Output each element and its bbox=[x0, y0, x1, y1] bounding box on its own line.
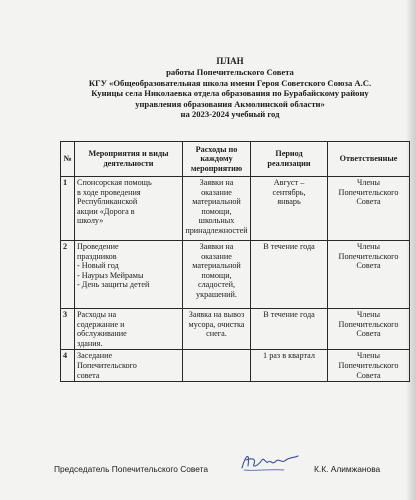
header-responsible: Ответственные bbox=[328, 142, 410, 177]
responsible-cell-line: Члены bbox=[357, 242, 380, 251]
activity-cell bbox=[75, 309, 183, 350]
cost-cell-line: Заявки на bbox=[199, 178, 234, 187]
header-num: № bbox=[61, 142, 75, 177]
responsible-cell bbox=[328, 309, 410, 350]
responsible-cell bbox=[328, 350, 410, 382]
period-cell-line: В течение года bbox=[263, 310, 315, 319]
cost-cell-line: мусора, очистка bbox=[188, 319, 245, 329]
row-number: 4 bbox=[61, 350, 75, 382]
plan-title: ПЛАН bbox=[216, 56, 244, 66]
activity-cell-line: Проведение bbox=[77, 242, 119, 251]
cost-cell bbox=[183, 350, 251, 382]
table-row bbox=[61, 309, 410, 350]
responsible-cell-line: Попечительского bbox=[338, 319, 399, 329]
responsible-cell-line: Попечительского bbox=[338, 251, 399, 261]
cost-cell-line: оказание bbox=[201, 187, 232, 197]
chairman-name: К.К. Алимжанова bbox=[314, 464, 381, 474]
table-header-row bbox=[61, 142, 410, 177]
header-period: Период реализации bbox=[251, 142, 328, 177]
header-activity: Мероприятия и виды деятельности bbox=[75, 142, 183, 177]
header-line-1: работы Попечительского Совета bbox=[166, 67, 294, 78]
responsible-cell-line: Совета bbox=[356, 197, 381, 207]
activity-cell-line: Спонсорская помощь bbox=[77, 178, 152, 187]
responsible-cell bbox=[328, 177, 410, 241]
header-cost: Расходы по каждому мероприятию bbox=[183, 142, 251, 177]
cost-cell-line: сладостей, bbox=[197, 280, 236, 290]
activity-cell-line: акции «Дорога в bbox=[77, 206, 135, 216]
header-line-4: управления образования Акмолинской области» bbox=[135, 98, 325, 109]
cost-cell-line: материальной bbox=[192, 197, 241, 207]
responsible-cell-line: Члены bbox=[357, 351, 380, 361]
period-cell-line: сентябрь, bbox=[272, 187, 306, 197]
responsible-cell-line: Члены bbox=[357, 178, 380, 187]
activity-cell bbox=[75, 177, 183, 241]
responsible-cell-line: Попечительского bbox=[338, 187, 399, 197]
activity-cell-line: содержание и bbox=[77, 319, 125, 329]
responsible-cell-line: Совета bbox=[356, 370, 381, 380]
responsible-cell-line: Совета bbox=[356, 329, 381, 339]
activity-cell-line: Республиканской bbox=[77, 197, 138, 207]
activity-cell bbox=[75, 241, 183, 309]
activity-cell-line: праздников bbox=[77, 251, 117, 261]
document-header bbox=[60, 56, 400, 119]
period-cell-line: Август – bbox=[273, 178, 305, 187]
activity-cell bbox=[75, 350, 183, 382]
cost-cell-line: оказание bbox=[201, 251, 232, 261]
period-cell bbox=[251, 177, 328, 241]
row-number: 3 bbox=[61, 309, 75, 350]
activity-cell-line: - Наурыз Мейрамы bbox=[77, 270, 144, 280]
cost-cell-line: материальной bbox=[192, 261, 241, 271]
activity-cell-line: Расходы на bbox=[77, 310, 117, 319]
responsible-cell-line: Совета bbox=[356, 261, 381, 271]
plan-table bbox=[60, 141, 410, 382]
table-row bbox=[61, 350, 410, 382]
period-cell bbox=[251, 350, 328, 382]
signature-icon bbox=[236, 448, 302, 476]
activity-cell-line: - День защиты детей bbox=[77, 280, 150, 290]
chairman-title: Председатель Попечительского Совета bbox=[54, 464, 209, 474]
cost-cell-line: снега. bbox=[206, 329, 227, 339]
responsible-cell-line: Члены bbox=[357, 310, 380, 319]
cost-cell-line: принадлежностей bbox=[185, 225, 248, 235]
header-line-3: Куницы села Николаевка отдела образования по Бурабайскому району bbox=[91, 88, 369, 99]
activity-cell-line: школу» bbox=[77, 216, 104, 226]
header-line-5: на 2023-2024 учебный год bbox=[180, 109, 280, 120]
activity-cell-line: обслуживание bbox=[77, 329, 127, 339]
period-cell-line: 1 раз в квартал bbox=[263, 351, 315, 361]
cost-cell-line: школьных bbox=[198, 216, 235, 226]
activity-cell-line: совета bbox=[77, 370, 100, 380]
responsible-cell bbox=[328, 241, 410, 309]
header-line-2: КГУ «Общеобразовательная школа имени Героя Советского Союза А.С. bbox=[88, 77, 372, 88]
cost-cell bbox=[183, 177, 251, 241]
period-cell-line: В течение года bbox=[263, 242, 315, 251]
period-cell bbox=[251, 241, 328, 309]
cost-cell-line: Заявка на вывоз bbox=[188, 310, 245, 319]
cost-cell-line: украшений. bbox=[196, 289, 237, 299]
responsible-cell-line: Попечительского bbox=[338, 360, 399, 370]
table-row bbox=[61, 241, 410, 309]
table-row bbox=[61, 177, 410, 241]
activity-cell-line: здания. bbox=[77, 338, 103, 348]
cost-cell bbox=[183, 309, 251, 350]
row-number: 2 bbox=[61, 241, 75, 309]
activity-cell-line: Заседание bbox=[77, 351, 113, 361]
cost-cell-line: помощи, bbox=[201, 270, 232, 280]
activity-cell-line: Попечительского bbox=[77, 360, 137, 370]
row-number: 1 bbox=[61, 177, 75, 241]
activity-cell-line: - Новый год bbox=[77, 261, 119, 271]
period-cell bbox=[251, 309, 328, 350]
activity-cell-line: в ходе проведения bbox=[77, 187, 141, 197]
cost-cell-line: помощи, bbox=[201, 206, 232, 216]
cost-cell-line: Заявки на bbox=[199, 242, 234, 251]
period-cell-line: январь bbox=[277, 197, 301, 207]
cost-cell bbox=[183, 241, 251, 309]
